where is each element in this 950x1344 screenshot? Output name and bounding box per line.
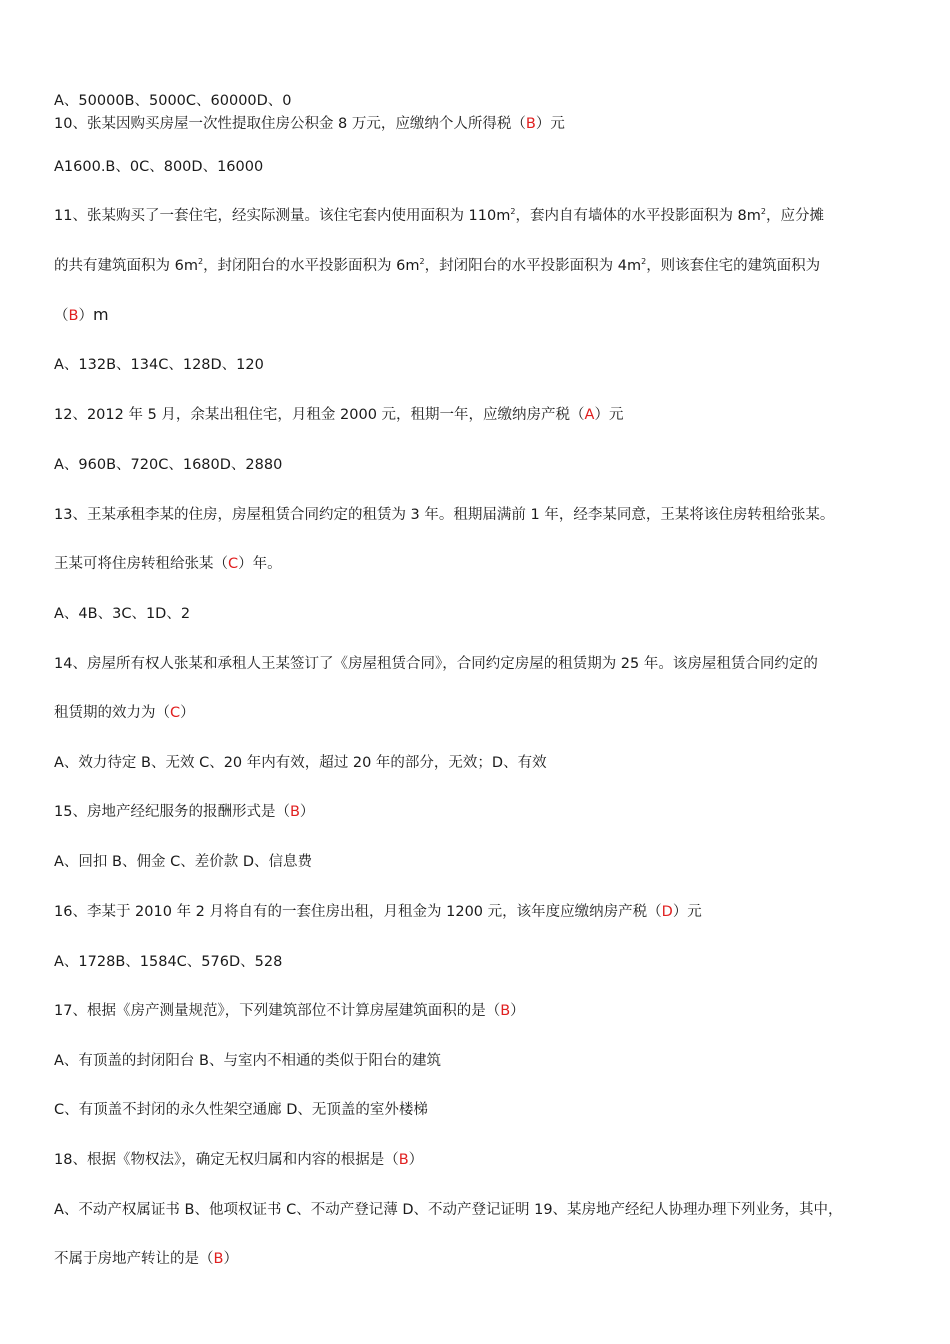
question-13-cont [54, 554, 282, 574]
answer-mark: B [68, 308, 79, 324]
option-line: A、回扣 B、佣金 C、差价款 D、信息费 [54, 854, 312, 870]
answer-mark: B [289, 804, 300, 820]
answer-mark: A [584, 407, 595, 423]
question-text: ，封闭阳台的水平投影面积为 4m [424, 258, 642, 274]
question-11-cont [54, 256, 820, 276]
question-text: ）元 [672, 904, 702, 920]
option-line: A、效力待定 B、无效 C、20 年内有效，超过 20 年的部分，无效；D、有效 [54, 755, 547, 771]
question-16 [54, 902, 702, 922]
question-14-cont [54, 703, 195, 723]
question-19-cont [54, 1249, 238, 1269]
superscript: 2 [419, 257, 425, 266]
question-text: ，封闭阳台的水平投影面积为 6m [203, 258, 420, 274]
question-text: 不属于房地产转让的是（ [54, 1251, 214, 1267]
option-line: A、4B、3C、1D、2 [54, 606, 191, 622]
superscript: 2 [760, 207, 767, 216]
question-text: 15、房地产经纪服务的报酬形式是（ [54, 804, 290, 820]
answer-mark: B [500, 1003, 511, 1019]
option-line: A、不动产权属证书 B、他项权证书 C、不动产登记薄 D、不动产登记证明 19、某房地产经纪人协理办理下列业务，其中， [54, 1202, 843, 1218]
question-text: 王某可将住房转租给张某（ [54, 556, 228, 572]
question-text: ）年。 [238, 556, 282, 572]
answer-mark: D [661, 904, 673, 920]
question-11 [54, 206, 824, 226]
question-text: ）元 [535, 116, 565, 132]
option-line: A、1728B、1584C、576D、528 [54, 954, 283, 970]
unit-text: m [92, 305, 109, 324]
question-11-answer [54, 305, 109, 326]
option-line: A、有顶盖的封闭阳台 B、与室内不相通的类似于阳台的建筑 [54, 1053, 441, 1069]
question-text: 12、2012 年 5 月，余某出租住宅，月租金 2000 元，租期一年，应缴纳房产税（ [54, 407, 585, 423]
question-text: 租赁期的效力为（ [54, 705, 170, 721]
question-text: ，套内自有墙体的水平投影面积为 8m [515, 208, 761, 224]
superscript: 2 [197, 257, 204, 266]
superscript: 2 [641, 257, 647, 266]
answer-mark: C [170, 705, 181, 721]
question-text: ） [510, 1003, 525, 1019]
option-line: A1600.B、0C、800D、16000 [54, 159, 264, 175]
question-text: ，则该套住宅的建筑面积为 [646, 258, 821, 274]
question-text: 的共有建筑面积为 6m [54, 258, 198, 274]
question-13: 13、王某承租李某的住房，房屋租赁合同约定的租赁为 3 年。租期届满前 1 年，经李某同意，王某将该住房转租给张某。 [54, 507, 835, 523]
question-text: ） [223, 1251, 238, 1267]
question-text: （ [54, 308, 69, 324]
question-text: ，应分摊 [766, 208, 825, 224]
answer-mark: B [213, 1251, 224, 1267]
question-text: ） [78, 308, 93, 324]
question-12 [54, 405, 623, 425]
question-text: ） [408, 1152, 424, 1168]
question-15 [54, 802, 314, 822]
question-text: ）元 [594, 407, 624, 423]
question-text: 10、张某因购买房屋一次性提取住房公积金 8 万元，应缴纳个人所得税（ [54, 116, 526, 132]
question-18 [54, 1150, 423, 1170]
question-14: 14、房屋所有权人张某和承租人王某签订了《房屋租赁合同》，合同约定房屋的租赁期为 25 年。该房屋租赁合同约定的 [54, 656, 818, 672]
question-text: 11、张某购买了一套住宅，经实际测量。该住宅套内使用面积为 110m [54, 208, 511, 224]
question-text: ） [180, 705, 195, 721]
option-line: A、50000B、5000C、60000D、0 [54, 93, 292, 109]
question-text: ） [299, 804, 315, 820]
option-line: A、132B、134C、128D、120 [54, 357, 264, 373]
question-text: 18、根据《物权法》，确定无权归属和内容的根据是（ [54, 1152, 399, 1168]
option-line: C、有顶盖不封闭的永久性架空通廊 D、无顶盖的室外楼梯 [54, 1102, 428, 1118]
answer-mark: C [228, 556, 239, 572]
question-10 [54, 114, 565, 134]
option-line: A、960B、720C、1680D、2880 [54, 457, 283, 473]
answer-mark: B [398, 1152, 409, 1168]
answer-mark: B [525, 116, 536, 132]
question-text: 16、李某于 2010 年 2 月将自有的一套住房出租，月租金为 1200 元，该年度应缴纳房产税（ [54, 904, 662, 920]
superscript: 2 [510, 207, 516, 216]
question-text: 17、根据《房产测量规范》，下列建筑部位不计算房屋建筑面积的是（ [54, 1003, 501, 1019]
question-17 [54, 1001, 525, 1021]
